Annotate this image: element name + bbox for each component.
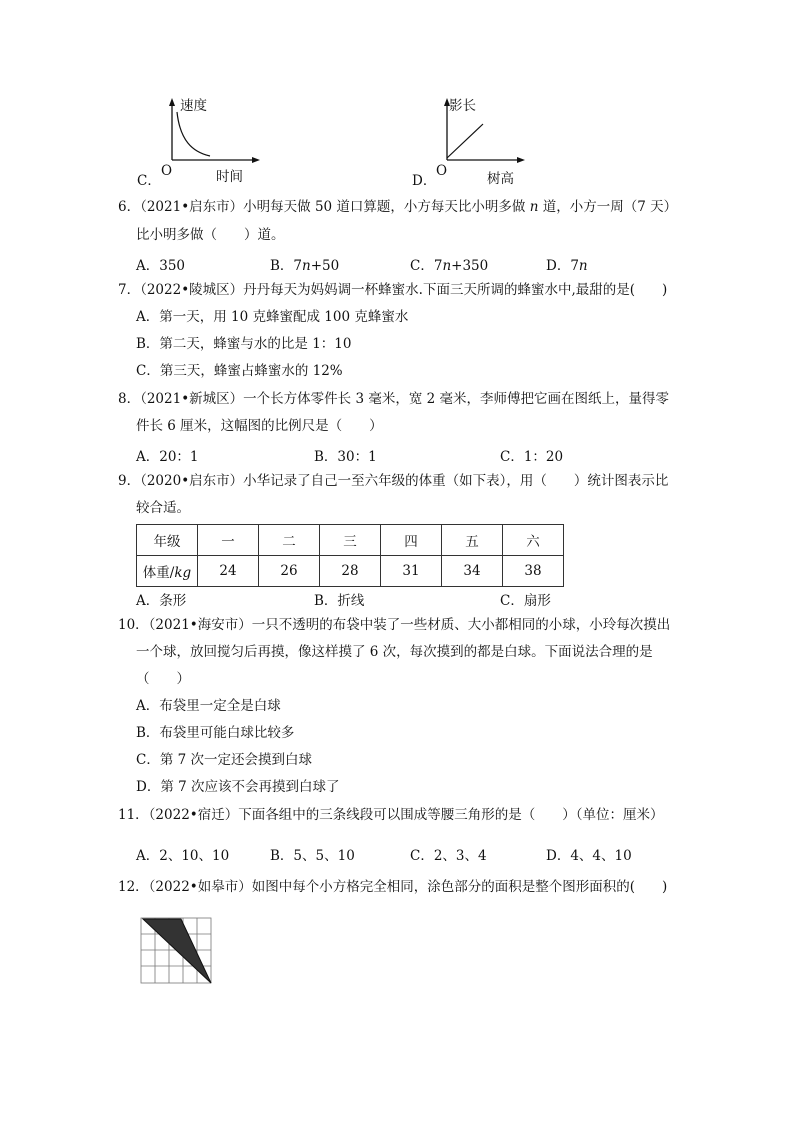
- q6-option-a: A．350: [136, 258, 186, 274]
- q8-stem-line2: 件长 6 厘米，这幅图的比例尺是（ ）: [136, 418, 383, 434]
- q10-option-a: A．布袋里一定全是白球: [136, 698, 281, 714]
- q6-stem: 6．（2021•启东市）小明每天做 50 道口算题，小方每天比小明多做 n 道，小方一周（7 天）: [118, 199, 678, 215]
- table-header-weight: 体重/kg: [137, 556, 198, 587]
- graph-d-ylabel: 影长: [449, 98, 476, 114]
- q6-option-b: B．7n+50: [270, 258, 340, 274]
- graph-c-xlabel: 时间: [216, 169, 243, 185]
- q8-option-c: C．1：20: [500, 449, 564, 465]
- q7-option-c: C．第三天，蜂蜜占蜂蜜水的 12%: [136, 363, 343, 379]
- q7-option-b: B．第二天，蜂蜜与水的比是 1：10: [136, 336, 352, 352]
- q10-stem-line2: 一个球，放回搅匀后再摸，像这样摸了 6 次，每次摸到的都是白球。下面说法合理的是: [136, 644, 653, 660]
- q9-option-c: C．扇形: [500, 593, 551, 609]
- q6-variable: n: [529, 199, 539, 215]
- shaded-triangle-grid: [140, 917, 216, 987]
- table-cell: 34: [442, 556, 503, 587]
- q10-option-b: B．布袋里可能白球比较多: [136, 725, 295, 741]
- table-cell: 二: [259, 525, 320, 556]
- graph-d-letter: D．: [412, 173, 437, 189]
- q7-option-a: A．第一天，用 10 克蜂蜜配成 100 克蜂蜜水: [136, 309, 409, 325]
- q9-stem: 9．（2020•启东市）小华记录了自己一至六年级的体重（如下表），用（ ）统计图表示比: [118, 473, 669, 489]
- q11-option-b: B．5、5、10: [270, 848, 355, 864]
- table-cell: 一: [198, 525, 259, 556]
- table-cell: 三: [320, 525, 381, 556]
- q11-option-c: C．2、3、4: [410, 848, 487, 864]
- q9-option-a: A．条形: [136, 593, 187, 609]
- q10-stem-line3: （ ）: [136, 671, 190, 687]
- graph-d-origin: O: [436, 163, 448, 179]
- table-cell: 38: [503, 556, 564, 587]
- q6-stem-line2: 比小明多做（ ）道。: [136, 227, 285, 243]
- q8-option-b: B．30：1: [314, 449, 377, 465]
- graph-c-letter: C．: [137, 173, 161, 189]
- q9-option-b: B．折线: [314, 593, 365, 609]
- table-cell: 六: [503, 525, 564, 556]
- q10-option-d: D．第 7 次应该不会再摸到白球了: [136, 779, 340, 795]
- table-cell: 28: [320, 556, 381, 587]
- q12-stem: 12．（2022•如皋市）如图中每个小方格完全相同，涂色部分的面积是整个图形面积的( ): [118, 879, 668, 895]
- graph-d-xlabel: 树高: [487, 171, 514, 187]
- q7-stem: 7．（2022•陵城区）丹丹每天为妈妈调一杯蜂蜜水.下面三天所调的蜂蜜水中,最甜的是( ): [118, 282, 668, 298]
- q11-option-d: D．4、4、10: [546, 848, 632, 864]
- table-cell: 五: [442, 525, 503, 556]
- q6-option-d: D．7n: [546, 258, 588, 274]
- q10-stem: 10．（2021•海安市）一只不透明的布袋中装了一些材质、大小都相同的小球，小玲每次摸出: [118, 617, 671, 633]
- q8-option-a: A．20：1: [136, 449, 199, 465]
- graph-d: [411, 96, 541, 188]
- graph-c-origin: O: [161, 163, 173, 179]
- table-row: [137, 556, 564, 587]
- table-cell: 31: [381, 556, 442, 587]
- weight-table: [136, 524, 564, 587]
- q8-stem: 8．（2021•新城区）一个长方体零件长 3 毫米，宽 2 毫米，李师傅把它画在图纸上，量得零: [118, 391, 670, 407]
- grid-figure: [140, 917, 216, 991]
- table-cell: 四: [381, 525, 442, 556]
- table-row: [137, 525, 564, 556]
- table-header-grade: 年级: [137, 525, 198, 556]
- q6-option-c: C．7n+350: [410, 258, 489, 274]
- table-cell: 26: [259, 556, 320, 587]
- q11-stem: 11．（2022•宿迁）下面各组中的三条线段可以围成等腰三角形的是（ ）（单位：厘米）: [118, 807, 664, 823]
- q11-option-a: A．2、10、10: [136, 848, 230, 864]
- q9-stem-line2: 较合适。: [136, 500, 190, 516]
- q10-option-c: C．第 7 次一定还会摸到白球: [136, 752, 313, 768]
- graph-c: [136, 96, 266, 188]
- graph-c-ylabel: 速度: [180, 98, 207, 114]
- table-cell: 24: [198, 556, 259, 587]
